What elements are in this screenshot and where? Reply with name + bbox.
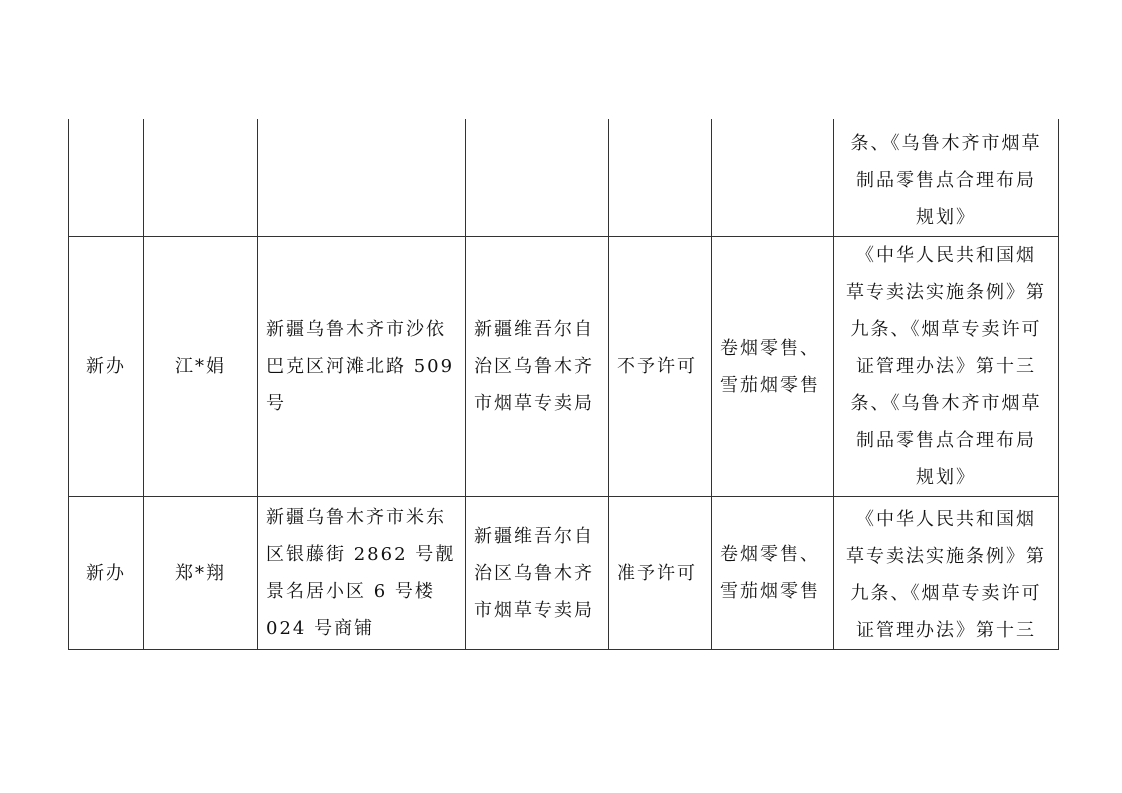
basis-line: 草专卖法实施条例》第 <box>846 282 1046 303</box>
license-table <box>68 119 1059 650</box>
basis-line: 制品零售点合理布局 <box>856 430 1036 451</box>
basis-line: 条、《乌鲁木齐市烟草 <box>850 133 1042 154</box>
basis-line: 条、《乌鲁木齐市烟草 <box>850 393 1042 414</box>
cell-basis <box>834 119 1059 237</box>
basis-line: 草专卖法实施条例》第 <box>846 546 1046 567</box>
address-line: 新疆乌鲁木齐市沙依 <box>266 319 446 340</box>
cell-type <box>69 119 144 237</box>
basis-line: 证管理办法》第十三 <box>856 620 1036 641</box>
address-line: 巴克区河滩北路 509 <box>266 356 455 377</box>
cell-result: 不予许可 <box>609 237 712 497</box>
cell-scope <box>712 237 834 497</box>
cell-type: 新办 <box>69 237 144 497</box>
basis-line: 《中华人民共和国烟 <box>856 509 1036 530</box>
basis-line: 九条、《烟草专卖许可 <box>850 583 1042 604</box>
organ-line: 市烟草专卖局 <box>474 599 594 621</box>
cell-address <box>258 497 466 650</box>
table-row <box>69 237 1059 497</box>
basis-line: 九条、《烟草专卖许可 <box>850 319 1042 340</box>
basis-line: 规划》 <box>916 207 976 228</box>
cell-basis <box>834 497 1059 650</box>
scope-line: 卷烟零售、 <box>720 337 820 359</box>
basis-line: 证管理办法》第十三 <box>856 356 1036 377</box>
cell-organ <box>466 119 609 237</box>
cell-basis <box>834 237 1059 497</box>
cell-address <box>258 119 466 237</box>
cell-result: 准予许可 <box>609 497 712 650</box>
address-line: 景名居小区 6 号楼 <box>266 581 435 602</box>
cell-type: 新办 <box>69 497 144 650</box>
scope-line: 卷烟零售、 <box>720 544 820 565</box>
basis-line: 《中华人民共和国烟 <box>856 245 1036 266</box>
address-line: 区银藤街 2862 号靓 <box>266 544 456 565</box>
cell-organ <box>466 497 609 650</box>
cell-name <box>144 119 258 237</box>
cell-organ <box>466 237 609 497</box>
organ-line: 治区乌鲁木齐 <box>474 356 594 377</box>
organ-line: 市烟草专卖局 <box>474 393 594 414</box>
scope-line: 雪茄烟零售 <box>720 374 820 396</box>
table-row <box>69 119 1059 237</box>
address-line: 新疆乌鲁木齐市米东 <box>266 507 446 528</box>
cell-scope <box>712 497 834 650</box>
organ-line: 新疆维吾尔自 <box>474 319 594 340</box>
scope-line: 雪茄烟零售 <box>720 581 820 602</box>
cell-scope <box>712 119 834 237</box>
cell-name: 江*娟 <box>144 237 258 497</box>
cell-address <box>258 237 466 497</box>
basis-line: 制品零售点合理布局 <box>856 170 1036 191</box>
cell-result <box>609 119 712 237</box>
table-row <box>69 497 1059 650</box>
address-line: 024 号商铺 <box>266 618 375 639</box>
organ-line: 治区乌鲁木齐 <box>474 562 594 584</box>
basis-line: 规划》 <box>916 467 976 488</box>
organ-line: 新疆维吾尔自 <box>474 525 594 547</box>
cell-name: 郑*翔 <box>144 497 258 650</box>
address-line: 号 <box>266 393 286 414</box>
